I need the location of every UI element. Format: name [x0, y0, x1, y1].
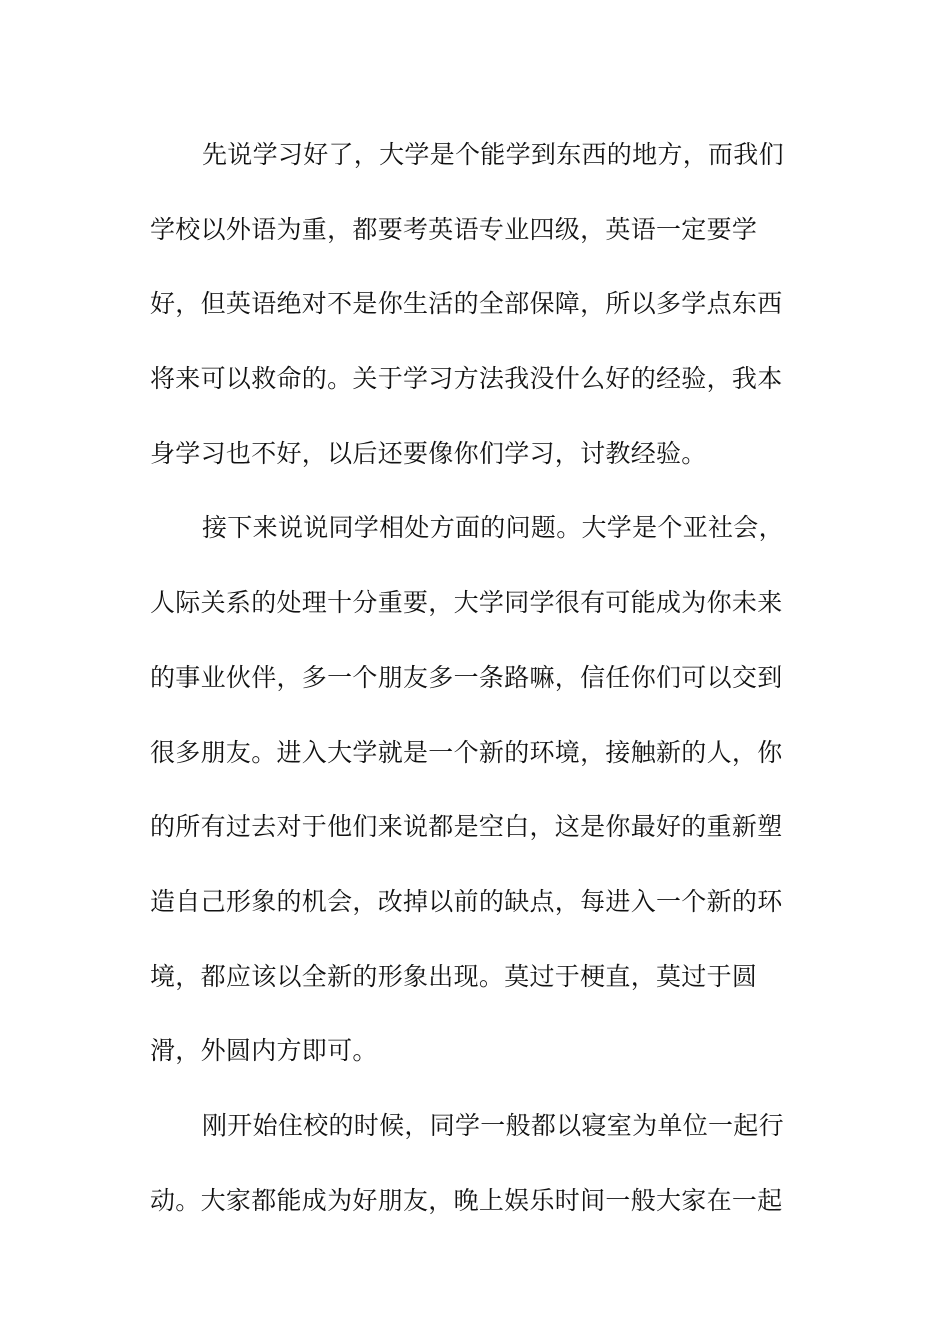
paragraph-line: 境，都应该以全新的形象出现。莫过于梗直，莫过于圆: [150, 961, 758, 991]
paragraph-line: 很多朋友。进入大学就是一个新的环境，接触新的人，你: [150, 737, 783, 767]
paragraph-line: 人际关系的处理十分重要，大学同学很有可能成为你未来: [150, 588, 783, 618]
paragraph-line: 造自己形象的机会，改掉以前的缺点，每进入一个新的环: [150, 886, 783, 916]
paragraph-line: 动。大家都能成为好朋友，晚上娱乐时间一般大家在一起: [150, 1185, 783, 1215]
paragraph-line: 接下来说说同学相处方面的问题。大学是个亚社会，: [202, 513, 784, 543]
paragraph-line: 身学习也不好，以后还要像你们学习，讨教经验。: [150, 438, 707, 468]
paragraph-line: 刚开始住校的时候，同学一般都以寝室为单位一起行: [202, 1110, 784, 1140]
paragraph-line: 的事业伙伴，多一个朋友多一条路嘛，信任你们可以交到: [150, 662, 783, 692]
paragraph-classmates: [150, 491, 800, 1089]
paragraph-study: [150, 118, 800, 491]
paragraph-line: 滑，外圆内方即可。: [150, 1036, 378, 1066]
paragraph-line: 将来可以救命的。关于学习方法我没什么好的经验，我本: [150, 364, 783, 394]
paragraph-line: 好，但英语绝对不是你生活的全部保障，所以多学点东西: [150, 289, 783, 319]
paragraph-line: 学校以外语为重，都要考英语专业四级，英语一定要学: [150, 214, 758, 244]
paragraph-line: 先说学习好了，大学是个能学到东西的地方，而我们: [202, 140, 784, 169]
paragraph-line: 的所有过去对于他们来说都是空白，这是你最好的重新塑: [150, 812, 783, 842]
paragraph-dorm: [150, 1089, 800, 1238]
document-body: [150, 118, 800, 1238]
